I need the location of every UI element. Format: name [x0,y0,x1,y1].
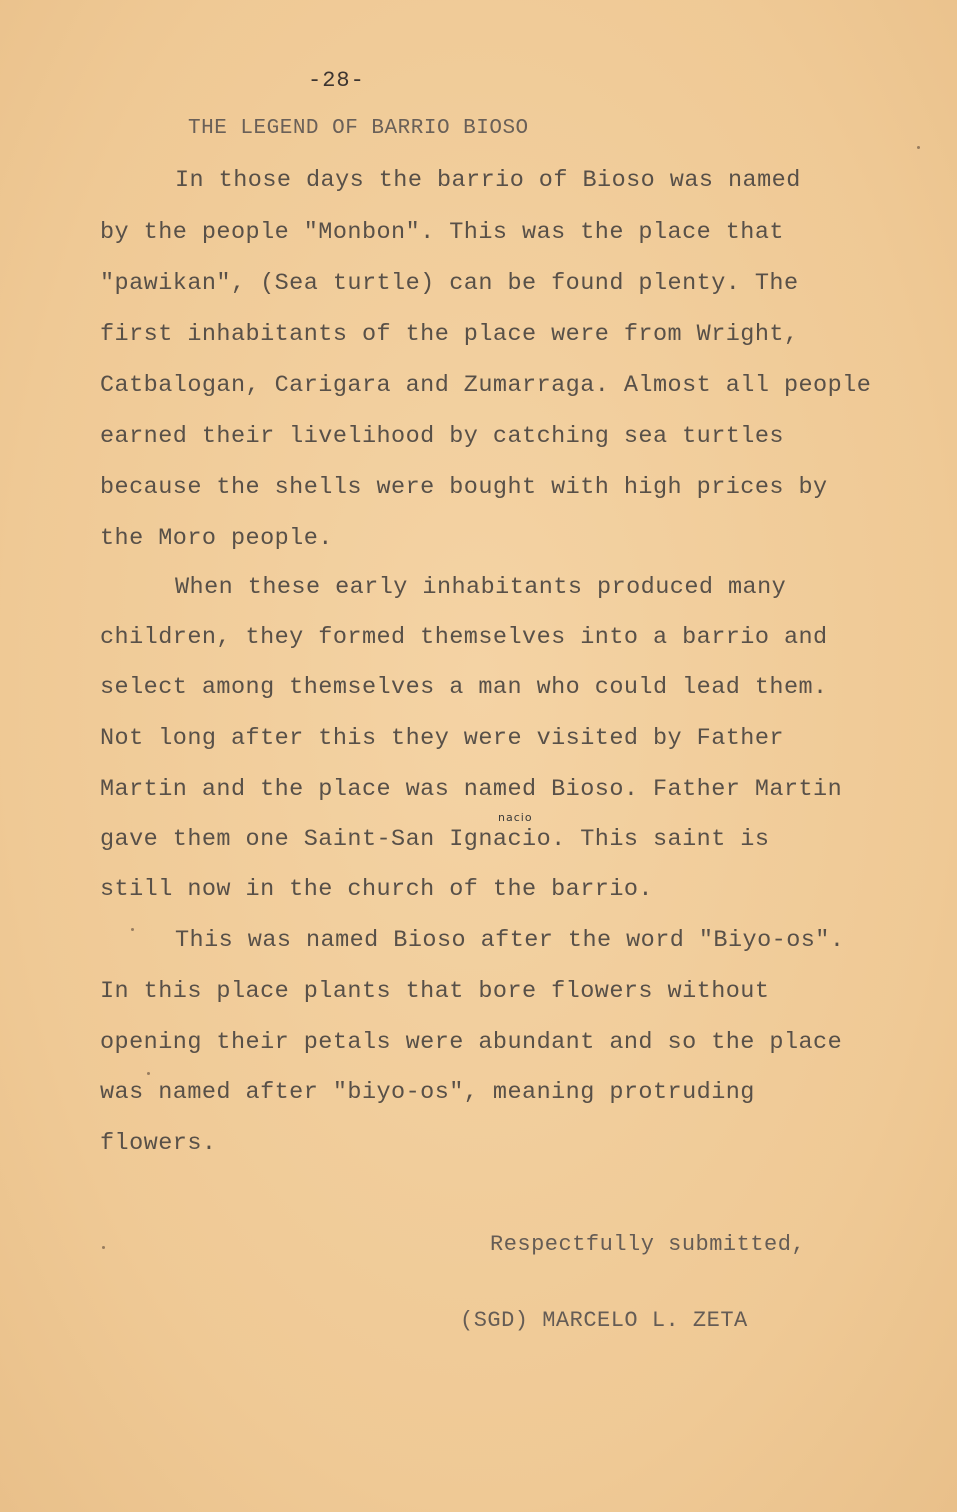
body-line: children, they formed themselves into a barrio and [100,624,828,651]
body-line: was named after "biyo-os", meaning protruding [100,1079,755,1106]
body-line: the Moro people. [100,525,333,552]
body-line: Martin and the place was named Bioso. Father Martin [100,776,843,803]
body-line: In those days the barrio of Bioso was named [175,167,801,194]
body-line: select among themselves a man who could lead them. [100,674,828,701]
body-line: flowers. [100,1130,217,1157]
body-line: still now in the church of the barrio. [100,876,653,903]
handwritten-correction: nacio [498,811,533,824]
ink-speck [917,146,920,149]
closing-text: Respectfully submitted, [490,1232,806,1257]
body-line: gave them one Saint-San Ignacio. This saint is [100,826,770,853]
signature: (SGD) MARCELO L. ZETA [460,1308,748,1333]
body-line: "pawikan", (Sea turtle) can be found plenty. The [100,270,799,297]
body-line: When these early inhabitants produced many [175,574,787,601]
ink-speck [147,1072,150,1075]
body-line: This was named Bioso after the word "Biyo-os". [175,927,845,954]
body-line: earned their livelihood by catching sea turtles [100,423,784,450]
document-title: THE LEGEND OF BARRIO BIOSO [188,117,529,140]
body-line: by the people "Monbon". This was the place that [100,219,784,246]
body-line: Catbalogan, Carigara and Zumarraga. Almost all people [100,372,872,399]
body-line: In this place plants that bore flowers without [100,978,770,1005]
body-line: because the shells were bought with high prices by [100,474,828,501]
ink-speck [131,928,134,931]
body-line: first inhabitants of the place were from Wright, [100,321,799,348]
page-number: -28- [308,68,365,93]
body-line: opening their petals were abundant and so the place [100,1029,843,1056]
ink-speck [102,1246,105,1249]
body-line: Not long after this they were visited by Father [100,725,784,752]
